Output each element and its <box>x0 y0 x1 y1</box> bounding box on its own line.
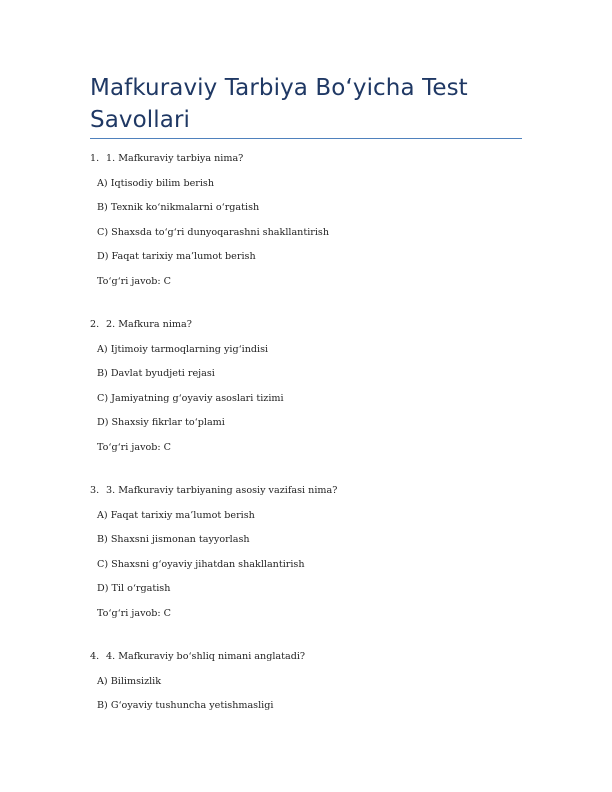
question-number: 1. <box>90 153 100 164</box>
option-text: C) Shaxsda to‘g‘ri dunyoqarashni shakllantirish <box>97 226 330 238</box>
document-title: Mafkuraviy Tarbiya Bo‘yicha Test Savollari <box>90 75 468 133</box>
question-item <box>90 651 522 725</box>
option-text: D) Faqat tarixiy ma’lumot berish <box>97 251 256 262</box>
question-heading <box>90 153 522 178</box>
correct-answer: To‘g‘ri javob: C <box>97 441 172 453</box>
option-text: C) Shaxsni g‘oyaviy jihatdan shakllantirish <box>97 558 305 570</box>
option-text: B) Texnik ko‘nikmalarni o‘rgatish <box>97 202 260 213</box>
question-item <box>90 153 522 300</box>
question-item <box>90 319 522 466</box>
option-text: C) Jamiyatning g‘oyaviy asoslari tizimi <box>97 392 284 404</box>
question-list <box>90 153 522 744</box>
option-text: A) Faqat tarixiy ma’lumot berish <box>97 509 255 521</box>
correct-answer: To‘g‘ri javob: C <box>97 607 172 619</box>
question-text: 2. Mafkura nima? <box>106 319 192 330</box>
question-heading <box>90 651 522 676</box>
question-number: 4. <box>90 651 100 662</box>
title-underline <box>90 138 522 139</box>
option-text: B) Shaxsni jismonan tayyorlash <box>97 534 250 545</box>
option-text: B) Davlat byudjeti rejasi <box>97 368 215 379</box>
option-text: A) Bilimsizlik <box>97 675 162 687</box>
question-text: 3. Mafkuraviy tarbiyaning asosiy vazifasi nima? <box>106 485 338 496</box>
question-heading <box>90 319 522 344</box>
question-heading <box>90 485 522 510</box>
correct-answer: To‘g‘ri javob: C <box>97 275 172 287</box>
question-number: 3. <box>90 485 100 496</box>
option-text: B) G‘oyaviy tushuncha yetishmasligi <box>97 700 274 711</box>
option-text: A) Ijtimoiy tarmoqlarning yig‘indisi <box>97 343 269 355</box>
question-text: 1. Mafkuraviy tarbiya nima? <box>106 153 244 164</box>
option-text: D) Til o‘rgatish <box>97 583 171 594</box>
question-number: 2. <box>90 319 100 330</box>
option-text: A) Iqtisodiy bilim berish <box>97 177 215 189</box>
question-item <box>90 485 522 632</box>
option-text: D) Shaxsiy fikrlar to‘plami <box>97 417 225 428</box>
question-text: 4. Mafkuraviy bo‘shliq nimani anglatadi? <box>106 651 306 662</box>
